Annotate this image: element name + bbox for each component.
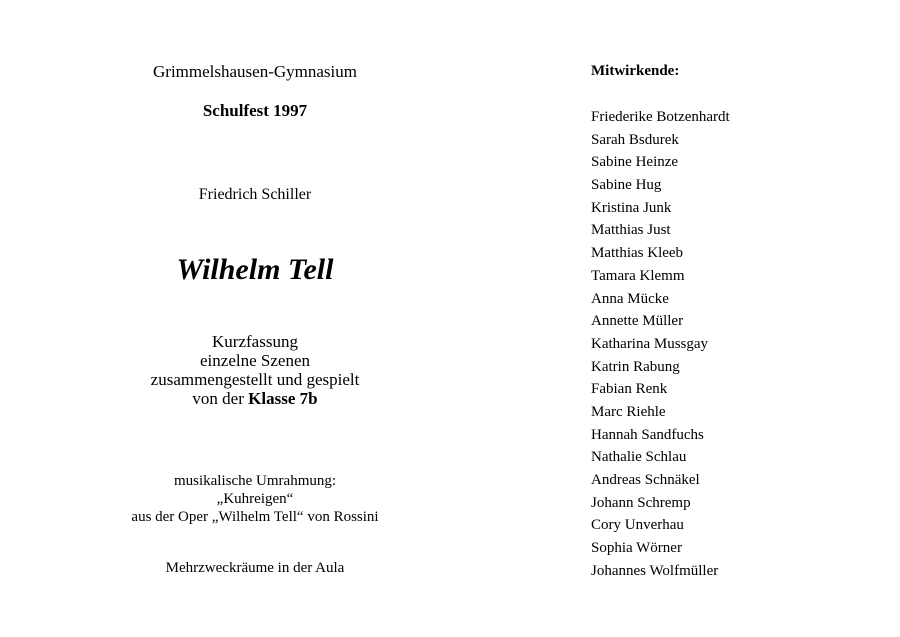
music-line: musikalische Umrahmung: — [173, 473, 337, 489]
cast-member: Fabian Renk — [591, 381, 668, 398]
cast-list — [591, 106, 730, 582]
event-title: Schulfest 1997 — [202, 101, 308, 120]
description-line — [95, 389, 415, 408]
description-line: zusammengestellt und gespielt — [150, 370, 360, 389]
cast-member: Friederike Botzenhardt — [591, 109, 730, 125]
program-info — [95, 0, 415, 637]
cast-member: Sabine Heinze — [591, 154, 679, 171]
cast-member: Kristina Junk — [591, 199, 672, 216]
cast-member: Katharina Mussgay — [591, 335, 709, 352]
cast-member: Matthias Just — [591, 222, 671, 239]
cast-member: Anna Mücke — [591, 290, 669, 307]
cast-member: Sarah Bsdurek — [591, 131, 679, 148]
cast-member: Nathalie Schlau — [591, 449, 687, 466]
cast-member: Sabine Hug — [591, 177, 662, 194]
description-line: Kurzfassung — [212, 332, 298, 351]
music-line: aus der Oper „Wilhelm Tell“ von Rossini — [131, 509, 379, 525]
cast-member: Johann Schremp — [591, 494, 691, 511]
cast-section — [591, 0, 851, 637]
cast-member: Johannes Wolfmüller — [591, 562, 719, 579]
cast-heading: Mitwirkende: — [591, 63, 680, 79]
venue: Mehrzweckräume in der Aula — [165, 560, 345, 576]
cast-member: Katrin Rabung — [591, 358, 680, 375]
cast-member: Andreas Schnäkel — [591, 472, 700, 488]
description-line: einzelne Szenen — [200, 351, 310, 370]
class-name: Klasse 7b — [248, 389, 318, 408]
music-info — [95, 472, 415, 526]
school-name: Grimmelshausen-Gymnasium — [153, 62, 357, 81]
play-description — [95, 332, 415, 408]
cast-member: Hannah Sandfuchs — [591, 426, 704, 443]
music-line: „Kuhreigen“ — [216, 491, 294, 507]
author-name: Friedrich Schiller — [198, 186, 312, 203]
description-prefix: von der — [192, 389, 249, 408]
cast-member: Marc Riehle — [591, 403, 666, 420]
play-title: Wilhelm Tell — [176, 253, 334, 286]
cast-member: Sophia Wörner — [591, 540, 682, 557]
cast-member: Cory Unverhau — [591, 517, 684, 534]
cast-member: Matthias Kleeb — [591, 245, 684, 262]
cast-member: Annette Müller — [591, 313, 684, 330]
cast-member: Tamara Klemm — [591, 267, 685, 284]
